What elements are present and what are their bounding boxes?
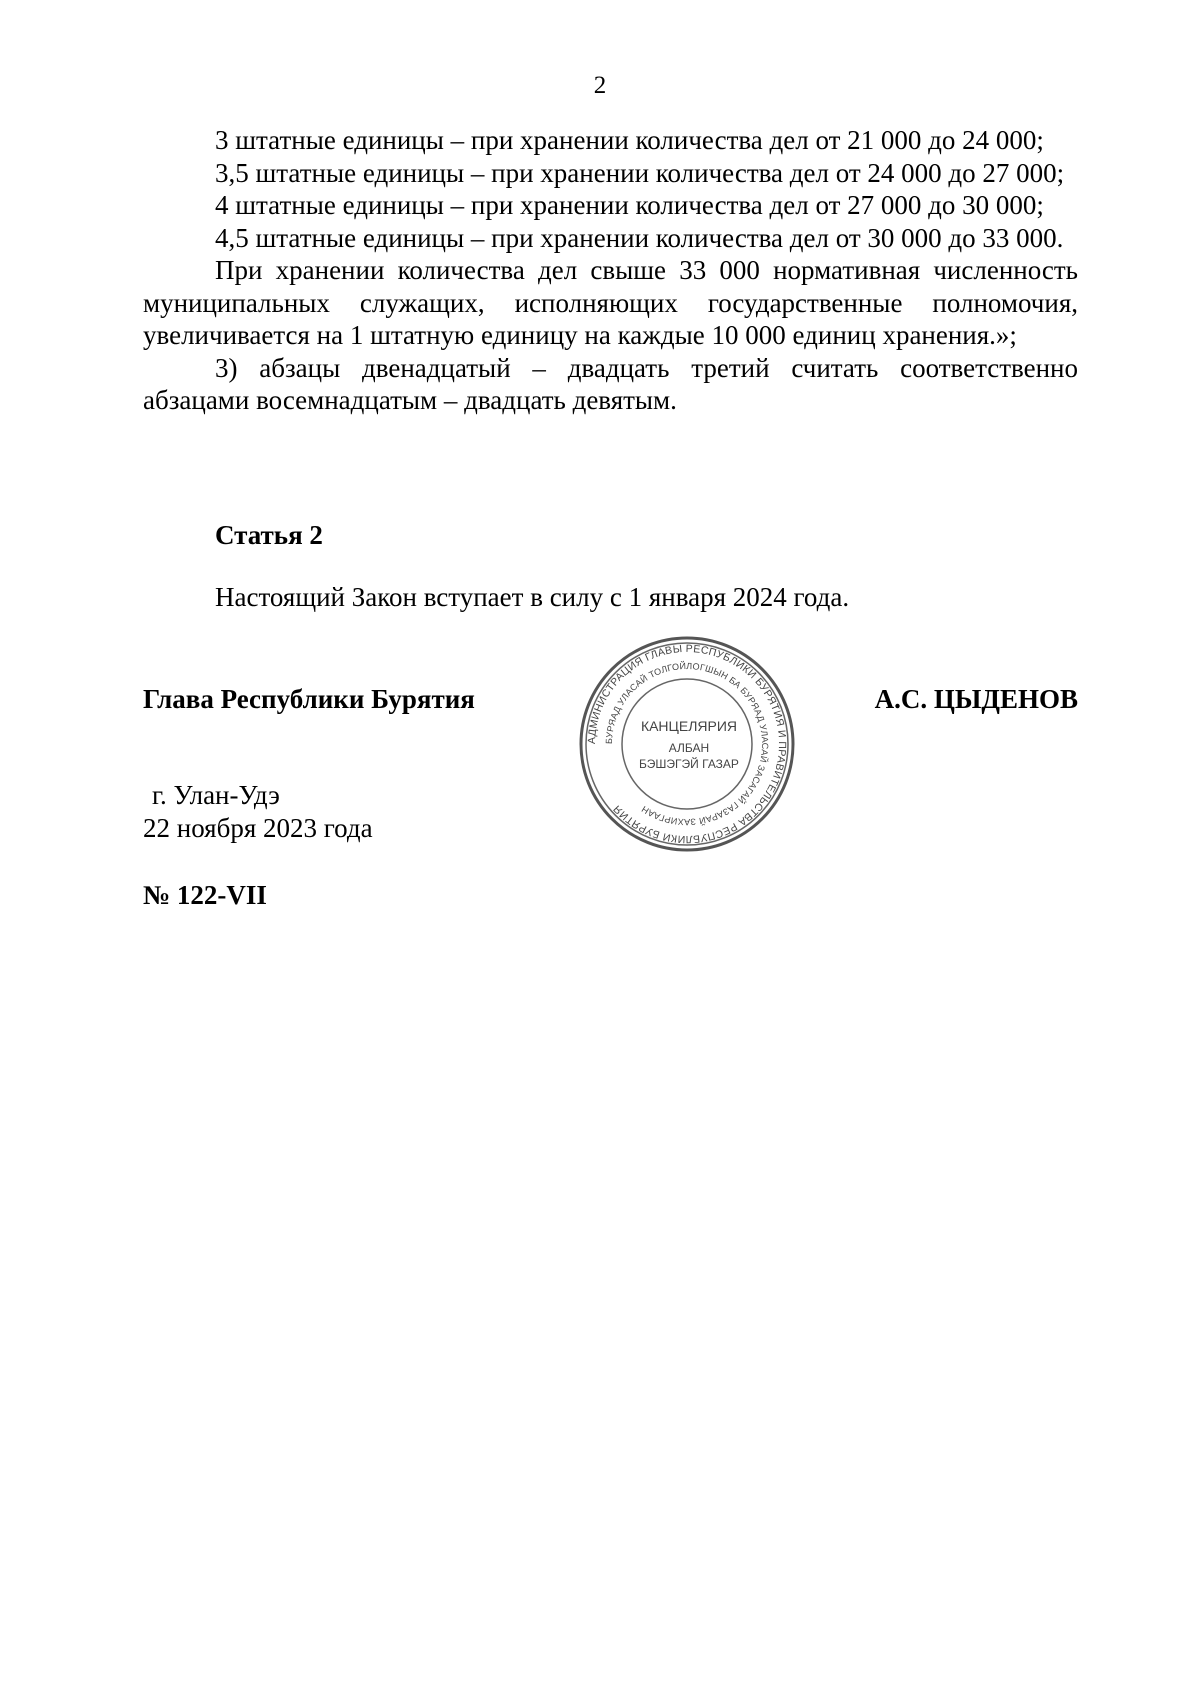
seal-center-line1: КАНЦЕЛЯРИЯ [640, 718, 738, 734]
paragraph: 4,5 штатные единицы – при хранении количества дел от 30 000 до 33 000. [215, 222, 1064, 253]
article-text: Настоящий Закон вступает в силу с 1 января 2024 года. [215, 582, 850, 612]
seal-center-line2: АЛБАН [668, 741, 710, 755]
paragraph: 3,5 штатные единицы – при хранении количества дел от 24 000 до 27 000; [215, 157, 1065, 188]
article-heading: Статья 2 [215, 520, 323, 550]
paragraph: При хранении количества дел свыше 33 000 нормативная численность муниципальных служащих, исполняющих государственные полномочия, увеличивается на 1 штатную единицу на каждые 10 000 единиц хранения.»; [143, 255, 1078, 350]
paragraph: 3 штатные единицы – при хранении количества дел от 21 000 до 24 000; [215, 125, 1044, 155]
seal-inner-text: БУРЯАД УЛАСАЙ ТОЛГОЙЛОГШЫН БА БУРЯАД УЛАСАЙ ЗАСАГАЙ ГАЗАРАЙ ЗАХИРГААН [603, 660, 771, 828]
date-of-signing: 22 ноября 2023 года [143, 813, 373, 843]
paragraph: 3) абзацы двенадцатый – двадцать третий считать соответственно абзацами восемнадцатым – двадцать девятым. [143, 352, 1078, 415]
seal-outer-text: АДМИНИСТРАЦИЯ ГЛАВЫ РЕСПУБЛИКИ БУРЯТИЯ И ПРАВИТЕЛЬСТВА РЕСПУБЛИКИ БУРЯТИЯ [585, 642, 789, 846]
signatory-title: Глава Республики Бурятия [143, 684, 475, 714]
body-text [143, 124, 1078, 417]
signatory-name: А.С. ЦЫДЕНОВ [874, 684, 1078, 714]
law-number: № 122-VII [143, 880, 267, 910]
official-seal [577, 634, 797, 854]
paragraph: 4 штатные единицы – при хранении количества дел от 27 000 до 30 000; [215, 190, 1044, 220]
seal-center-line3: БЭШЭГЭЙ ГАЗАР [639, 757, 739, 771]
place-of-signing: г. Улан-Удэ [152, 780, 280, 810]
page-number: 2 [593, 72, 607, 99]
